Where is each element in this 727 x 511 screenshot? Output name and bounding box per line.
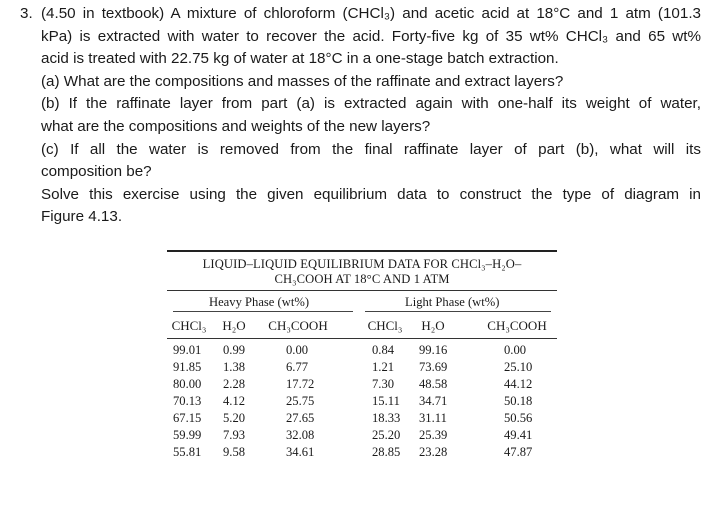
problem-line: kPa) is extracted with water to recover the acid. Forty-five kg of 35 wt% CHCl₃ and 65 wt% — [41, 27, 701, 45]
table-cell: 99.01 — [173, 343, 202, 357]
heavy-phase-underline — [173, 311, 353, 312]
column-header: H₂O — [421, 318, 445, 333]
table-cell: 5.20 — [223, 411, 246, 425]
column-header-row — [167, 313, 557, 338]
problem-line: (a) What are the compositions and masses of the raffinate and extract layers? — [41, 72, 564, 90]
table-cell: 25.39 — [419, 428, 448, 442]
table-title-line-1: LIQUID–LIQUID EQUILIBRIUM DATA FOR CHCl₃–H₂O– — [202, 257, 522, 271]
table-cell: 31.11 — [419, 411, 447, 425]
table-cell: 50.56 — [504, 411, 533, 425]
phase-header-row — [167, 291, 557, 313]
heavy-phase-label: Heavy Phase (wt%) — [209, 295, 310, 309]
table-cell: 48.58 — [419, 377, 448, 391]
table-row — [167, 394, 557, 411]
light-phase-label: Light Phase (wt%) — [405, 295, 500, 309]
table-cell: 25.10 — [504, 360, 533, 374]
column-header: CHCl₃ — [171, 318, 207, 333]
table-cell: 73.69 — [419, 360, 448, 374]
table-cell: 1.38 — [223, 360, 246, 374]
table-row — [167, 428, 557, 445]
table-cell: 17.72 — [286, 377, 315, 391]
table-cell: 70.13 — [173, 394, 202, 408]
table-cell: 50.18 — [504, 394, 533, 408]
table-cell: 1.21 — [372, 360, 395, 374]
table-cell: 34.71 — [419, 394, 448, 408]
table-cell: 7.93 — [223, 428, 246, 442]
table-title-line-2: CH₃COOH AT 18°C AND 1 ATM — [274, 272, 450, 286]
light-phase-underline — [365, 311, 551, 312]
table-cell: 91.85 — [173, 360, 202, 374]
table-cell: 99.16 — [419, 343, 448, 357]
table-cell: 59.99 — [173, 428, 202, 442]
table-cell: 9.58 — [223, 445, 246, 459]
problem-line: Solve this exercise using the given equilibrium data to construct the type of diagram in — [41, 185, 701, 203]
table-cell: 28.85 — [372, 445, 401, 459]
column-header: CH₃COOH — [268, 318, 328, 333]
table-row — [167, 343, 557, 360]
table-cell: 23.28 — [419, 445, 448, 459]
table-cell: 0.00 — [504, 343, 527, 357]
table-row — [167, 411, 557, 428]
table-cell: 55.81 — [173, 445, 202, 459]
table-title — [167, 252, 557, 290]
problem-line: what are the compositions and weights of the new layers? — [41, 117, 431, 135]
table-cell: 0.00 — [286, 343, 309, 357]
table-cell: 47.87 — [504, 445, 533, 459]
problem-line: (c) If all the water is removed from the final raffinate layer of part (b), what will its — [41, 140, 701, 158]
table-cell: 32.08 — [286, 428, 315, 442]
problem-line: Figure 4.13. — [41, 208, 123, 226]
table-cell: 6.77 — [286, 360, 309, 374]
problem-line: composition be? — [41, 163, 152, 181]
table-cell: 80.00 — [173, 377, 202, 391]
table-body — [167, 339, 557, 462]
table-cell: 27.65 — [286, 411, 315, 425]
table-cell: 49.41 — [504, 428, 533, 442]
problem-number: 3. — [20, 5, 33, 22]
table-row — [167, 445, 557, 462]
table-cell: 67.15 — [173, 411, 202, 425]
table-cell: 0.84 — [372, 343, 395, 357]
equilibrium-data-table — [167, 250, 557, 462]
table-cell: 7.30 — [372, 377, 395, 391]
problem-line: (4.50 in textbook) A mixture of chloroform (CHCl₃) and acetic acid at 18°C and 1 atm (101.3 — [41, 5, 701, 22]
table-cell: 2.28 — [223, 377, 246, 391]
problem-text — [41, 3, 701, 229]
problem-line: acid is treated with 22.75 kg of water at 18°C in a one-stage batch extraction. — [41, 50, 559, 68]
table-cell: 25.20 — [372, 428, 401, 442]
table-row — [167, 377, 557, 394]
table-cell: 34.61 — [286, 445, 315, 459]
column-header: CHCl₃ — [367, 318, 403, 333]
table-cell: 44.12 — [504, 377, 533, 391]
table-cell: 15.11 — [372, 394, 400, 408]
table-row — [167, 360, 557, 377]
column-header: CH₃COOH — [487, 318, 547, 333]
column-header: H₂O — [222, 318, 246, 333]
table-cell: 25.75 — [286, 394, 315, 408]
problem-line: (b) If the raffinate layer from part (a) is extracted again with one-half its weight of water, — [41, 95, 701, 113]
table-cell: 18.33 — [372, 411, 401, 425]
table-cell: 4.12 — [223, 394, 246, 408]
table-cell: 0.99 — [223, 343, 246, 357]
